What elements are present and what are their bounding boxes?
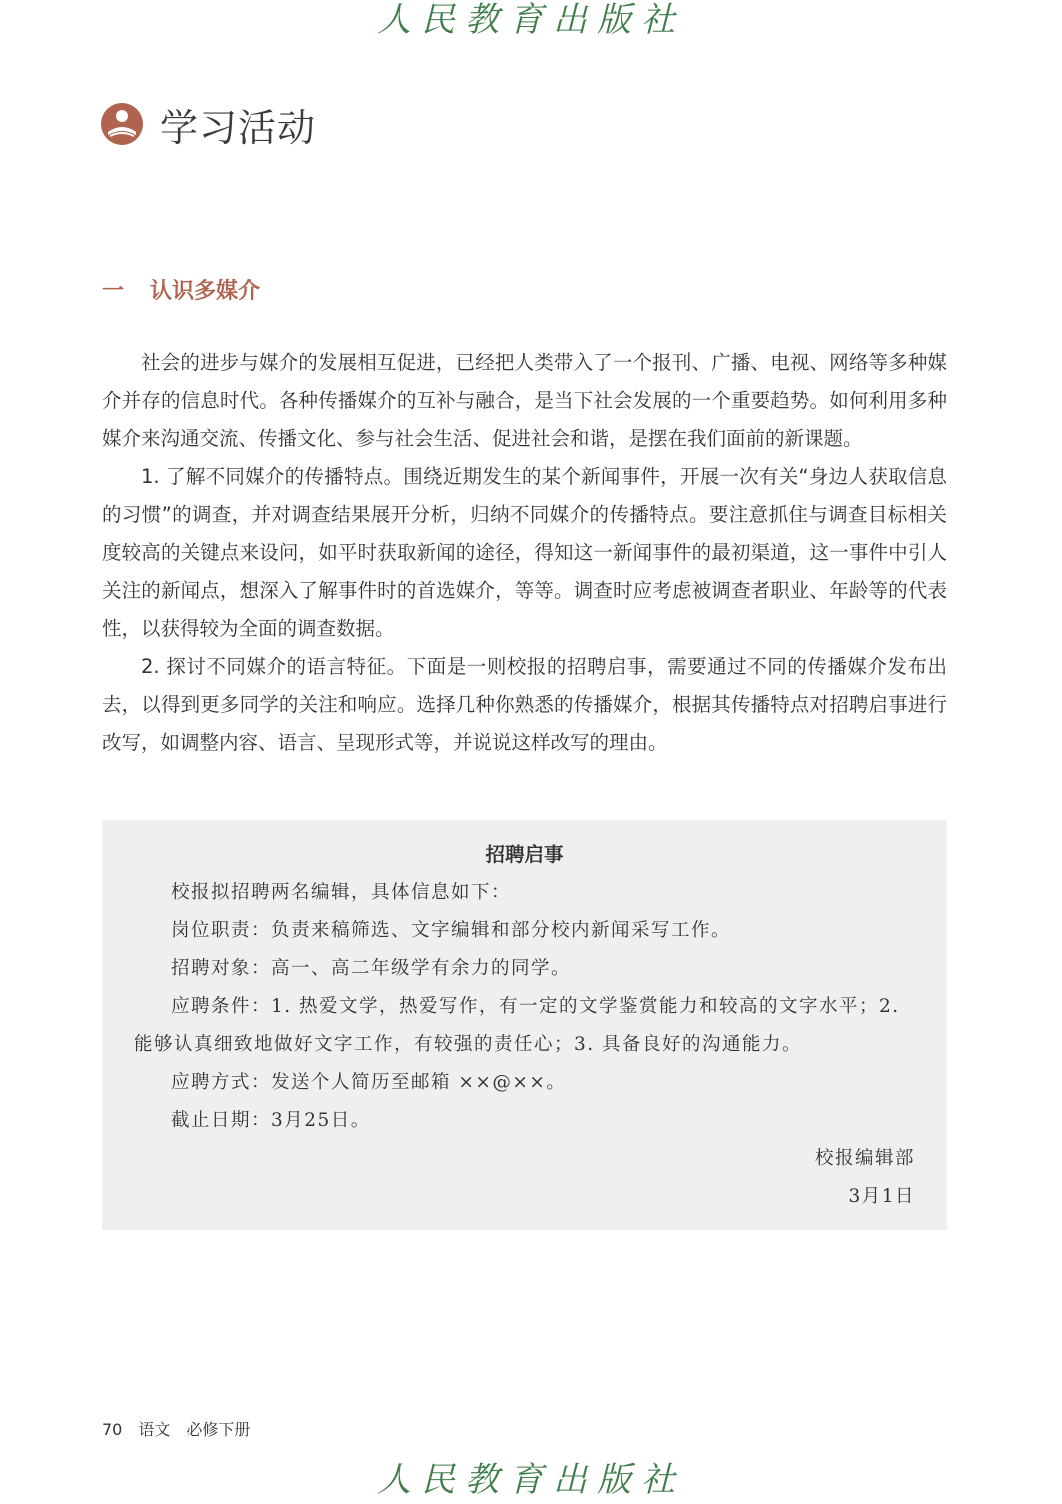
notice-line: 岗位职责：负责来稿筛选、文字编辑和部分校内新闻采写工作。 [171, 920, 732, 941]
page-footer [102, 1418, 250, 1442]
notice-title: 招聘启事 [485, 843, 564, 866]
subject-label: 语文 [138, 1420, 171, 1439]
notice-signature: 校报编辑部 [814, 1148, 915, 1169]
notice-line: 校报拟招聘两名编辑，具体信息如下： [171, 882, 512, 903]
paragraph-intro: 社会的进步与媒介的发展相互促进，已经把人类带入了一个报刊、广播、电视、网络等多种媒介并存的信息时代。各种传播媒介的互补与融合，是当下社会发展的一个重要趋势。如何利用多种媒介来沟通交流、传播文化、参与社会生活、促进社会和谐，是摆在我们面前的新课题。 [102, 351, 947, 450]
notice-line: 截止日期：3月25日。 [171, 1110, 371, 1131]
notice-line: 应聘条件：1. 热爱文学，热爱写作，有一定的文学鉴赏能力和较高的文字水平；2. 能够认真细致地做好文字工作，有较强的责任心；3. 具备良好的沟通能力。 [134, 996, 900, 1055]
notice-line: 招聘对象：高一、高二年级学有余力的同学。 [171, 958, 572, 979]
page-number: 70 [102, 1420, 123, 1439]
section-heading [102, 276, 260, 308]
recruitment-notice [102, 820, 947, 1230]
activity-title: 学习活动 [160, 105, 317, 150]
paragraph-task-2: 2. 探讨不同媒介的语言特征。下面是一则校报的招聘启事，需要通过不同的传播媒介发布出去，以得到更多同学的关注和响应。选择几种你熟悉的传播媒介，根据其传播特点对招聘启事进行改写，如调整内容、语言、呈现形式等，并说说这样改写的理由。 [102, 655, 947, 754]
reading-person-icon [100, 102, 144, 146]
section-title: 认识多媒介 [150, 279, 261, 304]
section-number: 一 [102, 279, 125, 304]
publisher-logo-top: 人民教育出版社 [377, 0, 685, 40]
notice-date: 3月1日 [848, 1186, 915, 1207]
paragraph-task-1: 1. 了解不同媒介的传播特点。围绕近期发生的某个新闻事件，开展一次有关“身边人获取信息的习惯”的调查，并对调查结果展开分析，归纳不同媒介的传播特点。要注意抓住与调查目标相关度较高的关键点来设问，如平时获取新闻的途径，得知这一新闻事件的最初渠道，这一事件中引人关注的新闻点，想深入了解事件时的首选媒介，等等。调查时应考虑被调查者职业、年龄等的代表性，以获得较为全面的调查数据。 [102, 465, 947, 640]
book-label: 必修下册 [186, 1420, 251, 1439]
publisher-logo-bottom: 人民教育出版社 [377, 1460, 685, 1500]
activity-header [100, 96, 316, 152]
body-text [102, 344, 947, 762]
notice-line: 应聘方式：发送个人简历至邮箱 ××@××。 [171, 1072, 567, 1093]
